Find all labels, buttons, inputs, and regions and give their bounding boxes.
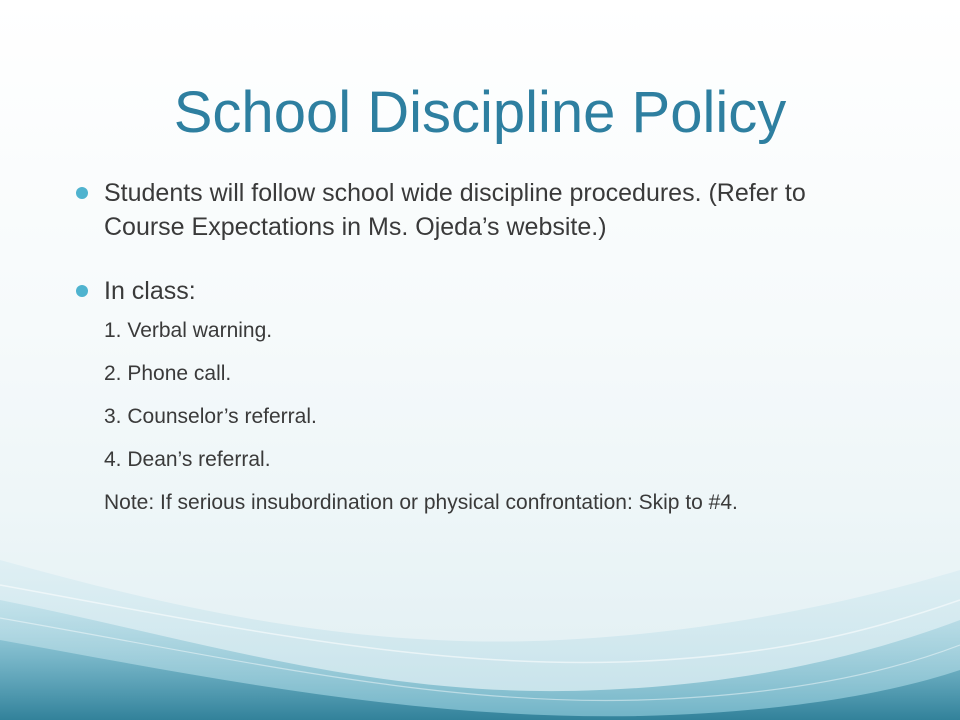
bullet-in-class bbox=[76, 274, 876, 308]
list-item: 3. Counselor’s referral. bbox=[104, 405, 317, 428]
bullet-dot-icon bbox=[76, 187, 88, 199]
slide-title: School Discipline Policy bbox=[173, 80, 787, 145]
bullet-text: In class: bbox=[104, 277, 196, 305]
list-item: 2. Phone call. bbox=[104, 362, 232, 385]
list-item: 4. Dean’s referral. bbox=[104, 448, 271, 471]
bullet-dot-icon bbox=[76, 285, 88, 297]
note-text: Note: If serious insubordination or physical confrontation: Skip to #4. bbox=[104, 491, 738, 514]
bullet-discipline-procedures bbox=[76, 176, 876, 244]
slide-body bbox=[76, 176, 876, 518]
list-item: 1. Verbal warning. bbox=[104, 319, 273, 342]
bullet-text: Students will follow school wide discipline procedures. (Refer to Course Expectations in Ms. Ojeda’s website.) bbox=[104, 179, 806, 241]
discipline-steps-list bbox=[76, 316, 876, 518]
